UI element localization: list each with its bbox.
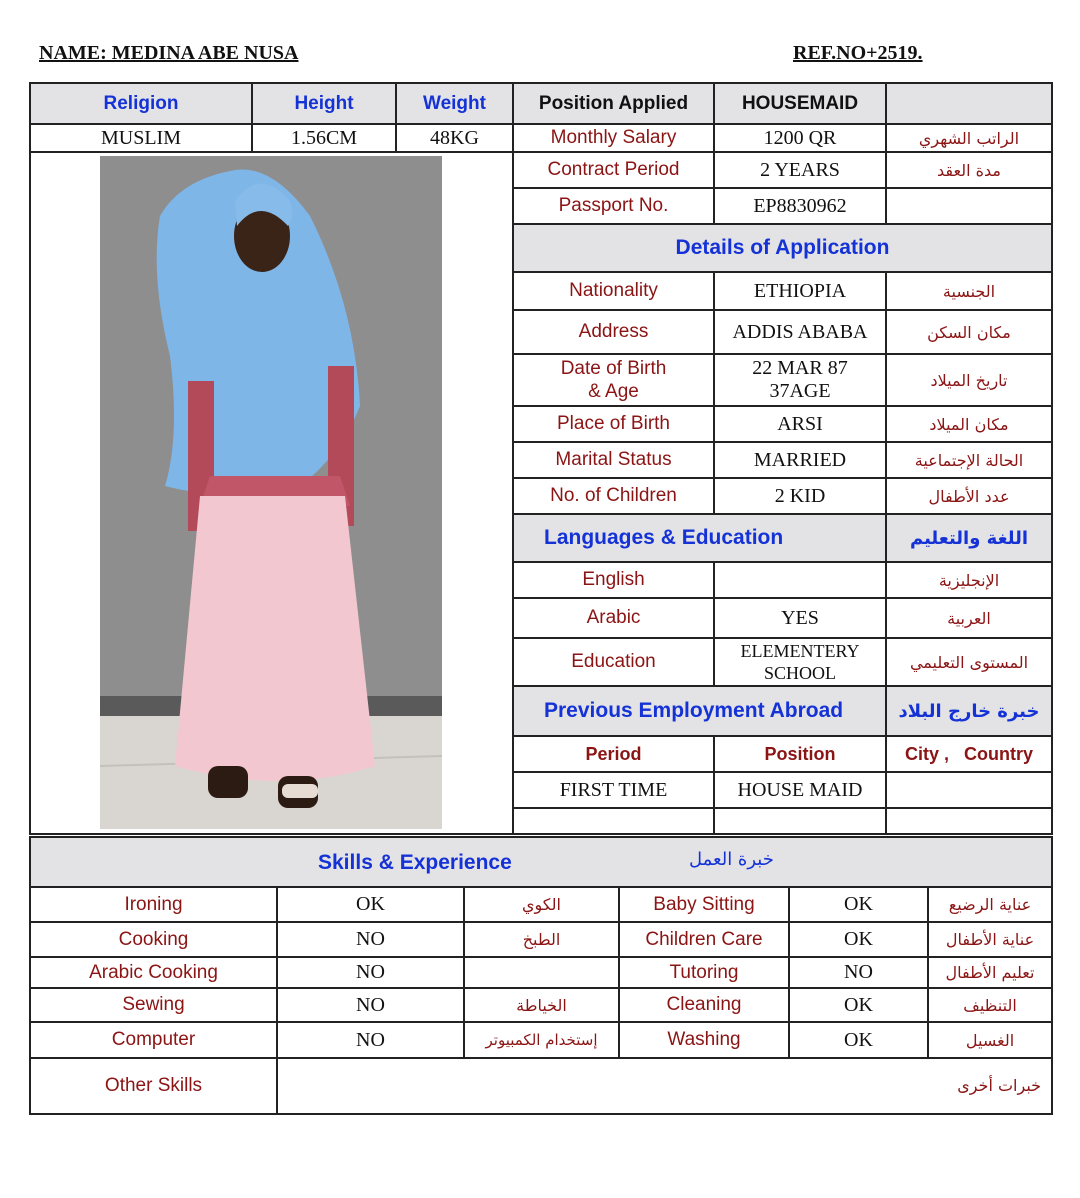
skill-washing-value: OK: [789, 1022, 928, 1058]
nationality-arabic: الجنسية: [886, 272, 1052, 310]
skill-arabic-cooking-label: Arabic Cooking: [30, 957, 277, 988]
skill-tutoring-label: Tutoring: [619, 957, 789, 988]
skill-children-care-arabic: عناية الأطفال: [928, 922, 1052, 957]
skill-cleaning-label: Cleaning: [619, 988, 789, 1022]
religion-header: Religion: [30, 83, 252, 124]
arabic-value: YES: [714, 598, 886, 638]
skill-baby-sitting-value: OK: [789, 887, 928, 922]
candidate-photo: [100, 156, 442, 829]
skill-cleaning-arabic: التنظيف: [928, 988, 1052, 1022]
education-value-line1: ELEMENTERY: [740, 641, 860, 661]
employment-section-arabic: خبرة خارج البلاد: [886, 686, 1052, 736]
candidate-photo-illustration: [100, 156, 442, 829]
marital-status-label: Marital Status: [513, 442, 714, 478]
skills-section-title: Skills & Experience: [318, 851, 512, 874]
languages-section-arabic: اللغة والتعليم: [886, 514, 1052, 562]
dob-label-line1: Date of Birth: [560, 358, 667, 379]
employment-city-value: [886, 772, 1052, 808]
employment-section-title: Previous Employment Abroad: [513, 686, 886, 736]
skill-tutoring-value: NO: [789, 957, 928, 988]
address-value: ADDIS ABABA: [714, 310, 886, 354]
dob-value-line2: 37AGE: [769, 380, 831, 402]
skills-section-header: [30, 837, 1052, 887]
marital-status-value: MARRIED: [714, 442, 886, 478]
other-skills-arabic: خبرات أخرى: [957, 1076, 1042, 1095]
dob-label-line2: & Age: [588, 381, 639, 402]
languages-section-title: Languages & Education: [513, 514, 886, 562]
other-skills-label: Other Skills: [30, 1058, 277, 1114]
skill-baby-sitting-arabic: عناية الرضيع: [928, 887, 1052, 922]
country-header: Country: [964, 743, 1034, 764]
skill-sewing-arabic: الخياطة: [464, 988, 619, 1022]
skill-cooking-value: NO: [277, 922, 464, 957]
passport-label: Passport No.: [513, 188, 714, 224]
skill-tutoring-arabic: تعليم الأطفال: [928, 957, 1052, 988]
skills-table: [29, 836, 1053, 1115]
skill-washing-label: Washing: [619, 1022, 789, 1058]
contract-period-arabic: مدة العقد: [886, 152, 1052, 188]
reference-number: REF.NO+2519.: [793, 42, 923, 64]
employment-position-value: HOUSE MAID: [714, 772, 886, 808]
skill-sewing-label: Sewing: [30, 988, 277, 1022]
city-header: City ,: [904, 743, 949, 764]
dob-value-line1: 22 MAR 87: [752, 357, 848, 379]
address-label: Address: [513, 310, 714, 354]
position-applied-header: Position Applied: [513, 83, 714, 124]
employment-blank-city: [886, 808, 1052, 834]
weight-header: Weight: [396, 83, 513, 124]
children-value: 2 KID: [714, 478, 886, 514]
position-applied-blank: [886, 83, 1052, 124]
english-value: [714, 562, 886, 598]
monthly-salary-arabic: الراتب الشهري: [886, 124, 1052, 152]
skill-arabic-cooking-value: NO: [277, 957, 464, 988]
education-label: Education: [513, 638, 714, 686]
education-value-line2: SCHOOL: [763, 663, 836, 683]
employment-blank-period: [513, 808, 714, 834]
period-header: Period: [513, 736, 714, 772]
skill-arabic-cooking-arabic: [464, 957, 619, 988]
employment-blank-position: [714, 808, 886, 834]
skill-ironing-arabic: الكوي: [464, 887, 619, 922]
english-label: English: [513, 562, 714, 598]
skill-sewing-value: NO: [277, 988, 464, 1022]
nationality-value: ETHIOPIA: [714, 272, 886, 310]
skill-cooking-arabic: الطبخ: [464, 922, 619, 957]
contract-period-value: 2 YEARS: [714, 152, 886, 188]
position-applied-value: HOUSEMAID: [714, 83, 886, 124]
skill-ironing-label: Ironing: [30, 887, 277, 922]
contract-period-label: Contract Period: [513, 152, 714, 188]
skill-baby-sitting-label: Baby Sitting: [619, 887, 789, 922]
passport-value: EP8830962: [714, 188, 886, 224]
children-label: No. of Children: [513, 478, 714, 514]
skill-computer-value: NO: [277, 1022, 464, 1058]
details-section-title: Details of Application: [513, 224, 1052, 272]
position-header: Position: [714, 736, 886, 772]
skills-section-arabic: خبرة العمل: [689, 849, 774, 870]
skill-computer-arabic: إستخدام الكمبيوتر: [464, 1022, 619, 1058]
height-value: 1.56CM: [252, 124, 396, 152]
skill-cleaning-value: OK: [789, 988, 928, 1022]
skill-ironing-value: OK: [277, 887, 464, 922]
weight-value: 48KG: [396, 124, 513, 152]
skill-children-care-value: OK: [789, 922, 928, 957]
date-of-birth-label: [513, 354, 714, 406]
arabic-arabic: العربية: [886, 598, 1052, 638]
monthly-salary-value: 1200 QR: [714, 124, 886, 152]
children-arabic: عدد الأطفال: [886, 478, 1052, 514]
place-of-birth-value: ARSI: [714, 406, 886, 442]
nationality-label: Nationality: [513, 272, 714, 310]
date-of-birth-arabic: تاريخ الميلاد: [886, 354, 1052, 406]
candidate-name: NAME: MEDINA ABE NUSA: [39, 42, 299, 64]
monthly-salary-label: Monthly Salary: [513, 124, 714, 152]
english-arabic: الإنجليزية: [886, 562, 1052, 598]
marital-status-arabic: الحالة الإجتماعية: [886, 442, 1052, 478]
place-of-birth-arabic: مكان الميلاد: [886, 406, 1052, 442]
employment-period-value: FIRST TIME: [513, 772, 714, 808]
arabic-label: Arabic: [513, 598, 714, 638]
address-arabic: مكان السكن: [886, 310, 1052, 354]
skill-children-care-label: Children Care: [619, 922, 789, 957]
place-of-birth-label: Place of Birth: [513, 406, 714, 442]
height-header: Height: [252, 83, 396, 124]
religion-value: MUSLIM: [30, 124, 252, 152]
skill-washing-arabic: الغسيل: [928, 1022, 1052, 1058]
date-of-birth-value: [714, 354, 886, 406]
education-value: [714, 638, 886, 686]
other-skills-value: [277, 1058, 1052, 1114]
passport-arabic: [886, 188, 1052, 224]
skill-computer-label: Computer: [30, 1022, 277, 1058]
skill-cooking-label: Cooking: [30, 922, 277, 957]
city-country-header: [886, 736, 1052, 772]
education-arabic: المستوى التعليمي: [886, 638, 1052, 686]
